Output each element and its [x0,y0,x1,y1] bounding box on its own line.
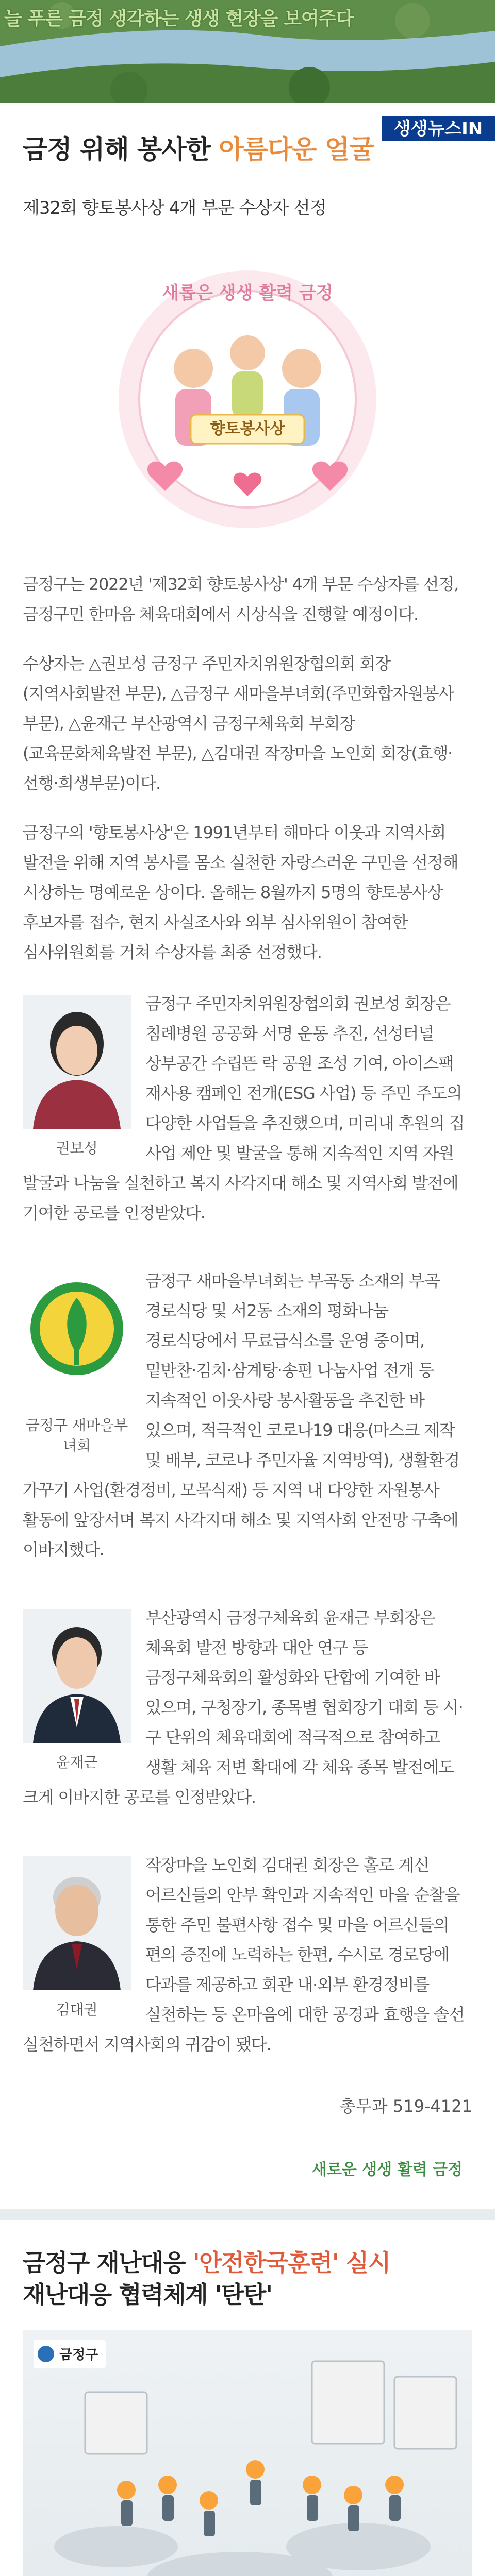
recipient-caption: 금정구 새마을부녀회 [25,1417,128,1454]
brand-logo-text: 새로운 생생 활력 금정 [311,2161,463,2179]
recipient-yoon-jae-geun [23,1603,472,1828]
article2-title [23,2247,472,2311]
article-subtitle: 제32회 향토봉사상 4개 부문 수상자 선정 [23,198,326,218]
brand-logo [23,2153,472,2186]
recipient-kim-dae-gwon [23,1850,472,2076]
article-paragraph: 금정구는 2022년 '제32회 향토봉사상' 4개 부문 수상자를 선정, 금정구민 한마음 체육대회에서 시상식을 진행할 예정이다. [23,574,459,624]
contact-info: 총무과 519-4121 [340,2096,472,2116]
emblem-banner-text: 향토봉사상 [210,420,285,438]
recipient-figure [23,995,131,1159]
recipient-photo [23,995,131,1129]
recipient-kwon-bo-seong [23,989,472,1244]
article-honor-award [0,129,495,2186]
recipient-caption: 권보성 [56,1140,98,1157]
safety-drill-poster [23,2330,472,2576]
brand-logo-graphic [302,2153,472,2184]
article2-title-accent: '안전한국훈련' 실시 [192,2249,390,2277]
header-photo [0,0,495,103]
recipient-description: 부산광역시 금정구체육회 윤재근 부회장은 체육회 발전 방향과 대안 연구 등 금정구체육회의 활성화와 단합에 기여한 바 있으며, 구청장기, 종목별 협회장기 대회 등 시·구 단위의 체육대회에 적극적으로 참여하고 생활 체육 저변 확대에 각 체육 종목 발전에도 크게 이바지한 공로를 인정받았다. [23,1608,463,1807]
header-tagline: 늘 푸른 금정 생각하는 생생 현장을 보여주다 [4,8,354,29]
recipient-saemaul-womens-club [23,1266,472,1581]
award-emblem-illustration [23,250,472,549]
recipient-description: 금정구 주민자치위원장협의회 권보성 회장은 침례병원 공공화 서명 운동 추진, 선성터널 상부공간 수립뜬 락 공원 조성 기여, 아이스팩 재사용 캠페인 전개(ESG 사업) 등 주민 주도의 다양한 사업들을 추진했으며, 미리내 후원의 집 사업 제안 및 발굴을 통해 지속적인 지역 자원 발굴과 나눔을 실천하고 복지 사각지대 해소 및 지역사회 발전에 기여한 공로를 인정받았다. [23,994,465,1223]
section-badge: 생생뉴스IN [382,116,495,141]
recipient-figure [23,1856,131,2020]
recipient-photo [23,1609,131,1743]
article-title-accent: 아름다운 얼굴 [219,134,374,164]
recipient-description: 금정구 새마을부녀회는 부곡동 소재의 부곡 경로식당 및 서2동 소재의 평화나눔 경로식당에서 무료급식소를 운영 중이며, 밑반찬·김치·삼계탕·송편 나눔사업 전개 등 지속적인 이웃사랑 봉사활동을 추진한 바 있으며, 적극적인 코로나19 대응(마스크 제작 및 배부, 코로나 주민자율 지역방역), 생활환경 가꾸기 사업(환경정비, 모목식재) 등 지역 내 다양한 자원봉사 활동에 앞장서며 복지 사각지대 해소 및 지역사회 안전망 구축에 이바지했다. [23,1271,459,1560]
poster-graphic [23,2330,472,2576]
article-paragraph: 수상자는 △권보성 금정구 주민자치위원장협의회 회장(지역사회발전 부문), △금정구 새마을부녀회(주민화합자원봉사 부문), △윤재근 부산광역시 금정구체육회 부회장(교육문화체육발전 부문), △김대권 작장마을 노인회 회장(효행·선행·희생부문)이다. [23,654,454,793]
recipient-figure [23,1609,131,1773]
article2-title-line2: 재난대응 협력체계 '탄탄' [23,2281,272,2309]
recipient-photo [23,1856,131,1990]
recipient-caption: 김대권 [56,2001,98,2018]
saemaul-logo-icon [23,1272,131,1406]
award-emblem-graphic [103,250,392,538]
recipient-caption: 윤재근 [56,1754,98,1771]
section-divider [0,2209,495,2220]
article2-title-plain: 금정구 재난대응 [23,2249,193,2277]
poster-org: 금정구 [59,2347,98,2363]
article-paragraph: 금정구의 '향토봉사상'은 1991년부터 해마다 이웃과 지역사회 발전을 위해 지역 봉사를 몸소 실천한 자랑스러운 구민을 선정해 시상하는 명예로운 상이다. 올해는 8월까지 5명의 향토봉사상 후보자를 접수, 현지 사실조사와 외부 심사위원이 참여한 심사위원회를 거쳐 수상자를 최종 선정했다. [23,823,458,962]
recipient-description: 작장마을 노인회 김대권 회장은 홀로 계신 어르신들의 안부 확인과 지속적인 마을 순찰을 통한 주민 불편사항 접수 및 마을 어르신들의 편의 증진에 노력하는 한편, 수시로 경로당에 다과를 제공하고 회관 내·외부 환경정비를 실천하는 등 온마음에 대한 공경과 효행을 솔선 실천하면서 지역사회의 귀감이 됐다. [23,1855,465,2054]
article-title-plain: 금정 위해 봉사한 [23,134,219,164]
emblem-top-text: 새롭은 생생 활력 금정 [162,283,333,303]
article-safety-drill [0,2247,495,2576]
recipient-figure [23,1272,131,1456]
